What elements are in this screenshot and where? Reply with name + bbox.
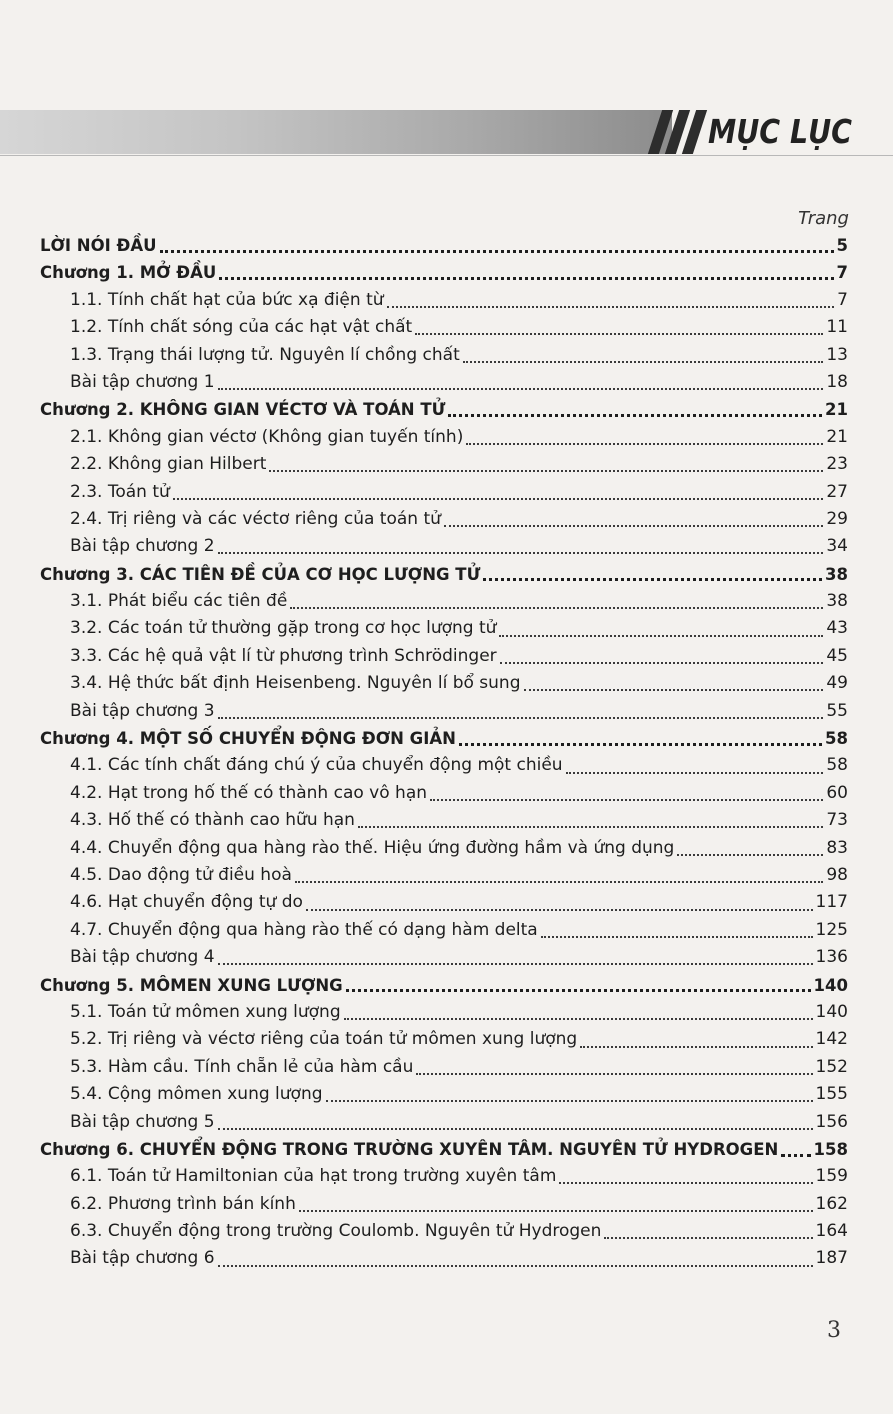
toc-section-row[interactable] <box>40 698 848 725</box>
toc-leader-dots <box>559 1181 812 1184</box>
toc-leader-dots <box>524 688 824 691</box>
toc-entry-page: 159 <box>815 1166 848 1187</box>
toc-section-row[interactable] <box>40 615 848 642</box>
toc-section-row[interactable] <box>40 479 848 506</box>
toc-leader-dots <box>173 497 824 500</box>
toc-leader-dots <box>218 387 824 390</box>
toc-entry-page: 73 <box>826 810 848 831</box>
header-divider <box>0 155 893 156</box>
toc-entry-page: 187 <box>815 1248 848 1269</box>
toc-section-row[interactable] <box>40 533 848 560</box>
toc-section-row[interactable] <box>40 670 848 697</box>
toc-entry-title: 6.3. Chuyển động trong trường Coulomb. Nguyên tử Hydrogen <box>70 1221 602 1242</box>
toc-chapter-row[interactable] <box>40 972 848 999</box>
toc-entry-title: Chương 1. MỞ ĐẦU <box>40 263 217 283</box>
toc-entry-page: 136 <box>815 947 848 968</box>
toc-entry-page: 38 <box>825 564 848 584</box>
toc-section-row[interactable] <box>40 588 848 615</box>
toc-entry-title: 4.2. Hạt trong hố thế có thành cao vô hạn <box>70 782 428 803</box>
toc-section-row[interactable] <box>40 889 848 916</box>
toc-section-row[interactable] <box>40 780 848 807</box>
toc-entry-page: 34 <box>826 536 848 557</box>
toc-entry-title: Chương 3. CÁC TIÊN ĐỀ CỦA CƠ HỌC LƯỢNG TỬ <box>40 564 481 584</box>
toc-entry-page: 27 <box>826 481 848 502</box>
toc-entry-page: 125 <box>815 919 848 940</box>
toc-leader-dots <box>541 935 813 938</box>
toc-entry-title: 1.3. Trạng thái lượng tử. Nguyên lí chồng chất <box>70 344 460 365</box>
toc-entry-title: 6.1. Toán tử Hamiltonian của hạt trong trường xuyên tâm <box>70 1166 557 1187</box>
toc-leader-dots <box>387 305 835 308</box>
toc-entry-page: 21 <box>825 400 848 420</box>
toc-entry-page: 117 <box>815 892 848 913</box>
toc-entry-title: 2.2. Không gian Hilbert <box>70 454 267 475</box>
page-column-label: Trang <box>798 208 849 229</box>
toc-entry-title: 4.4. Chuyển động qua hàng rào thế. Hiệu ứng đường hầm và ứng dụng <box>70 837 675 858</box>
toc-chapter-row[interactable] <box>40 1136 848 1163</box>
toc-section-row[interactable] <box>40 1191 848 1218</box>
toc-section-row[interactable] <box>40 1163 848 1190</box>
toc-entry-page: 7 <box>837 289 848 310</box>
page-number: 3 <box>827 1318 841 1343</box>
toc-entry-title: Chương 6. CHUYỂN ĐỘNG TRONG TRƯỜNG XUYÊN TÂM. NGUYÊN TỬ HYDROGEN <box>40 1139 779 1159</box>
toc-entry-title: 2.1. Không gian véctơ (Không gian tuyến tính) <box>70 426 464 447</box>
toc-entry-page: 156 <box>815 1111 848 1132</box>
toc-chapter-row[interactable] <box>40 396 848 423</box>
toc-entry-page: 60 <box>826 782 848 803</box>
toc-leader-dots <box>466 442 823 445</box>
toc-entry-title: 3.3. Các hệ quả vật lí từ phương trình Schrödinger <box>70 645 497 666</box>
toc-entry-title: 2.3. Toán tử <box>70 481 170 502</box>
toc-entry-page: 83 <box>826 837 848 858</box>
toc-entry-title: 5.3. Hàm cầu. Tính chẵn lẻ của hàm cầu <box>70 1056 414 1077</box>
toc-entry-page: 140 <box>813 975 848 995</box>
toc-leader-dots <box>219 276 833 280</box>
toc-entry-page: 21 <box>826 426 848 447</box>
toc-entry-title: 5.2. Trị riêng và véctơ riêng của toán tử mômen xung lượng <box>70 1029 578 1050</box>
toc-section-row[interactable] <box>40 342 848 369</box>
toc-section-row[interactable] <box>40 999 848 1026</box>
toc-section-row[interactable] <box>40 917 848 944</box>
toc-entry-page: 55 <box>826 700 848 721</box>
toc-leader-dots <box>218 716 824 719</box>
toc-entry-title: 4.6. Hạt chuyển động tự do <box>70 892 303 913</box>
toc-entry-title: Bài tập chương 4 <box>70 947 215 968</box>
toc-leader-dots <box>218 1264 813 1267</box>
toc-entry-title: 4.5. Dao động tử điều hoà <box>70 864 292 885</box>
toc-leader-dots <box>218 1127 813 1130</box>
toc-section-row[interactable] <box>40 287 848 314</box>
toc-section-row[interactable] <box>40 944 848 971</box>
toc-section-row[interactable] <box>40 506 848 533</box>
toc-entry-title: Bài tập chương 1 <box>70 371 215 392</box>
toc-leader-dots <box>781 1153 810 1157</box>
toc-entry-page: 98 <box>826 864 848 885</box>
toc-entry-title: 1.1. Tính chất hạt của bức xạ điện từ <box>70 289 384 310</box>
toc-entry-page: 11 <box>826 317 848 338</box>
toc-entry-page: 142 <box>815 1029 848 1050</box>
toc-leader-dots <box>269 469 823 472</box>
toc-leader-dots <box>218 962 813 965</box>
table-of-contents <box>40 232 848 1273</box>
toc-leader-dots <box>604 1236 812 1239</box>
toc-section-row[interactable] <box>40 451 848 478</box>
toc-section-row[interactable] <box>40 1109 848 1136</box>
toc-entry-title: Chương 2. KHÔNG GIAN VÉCTƠ VÀ TOÁN TỬ <box>40 400 446 420</box>
toc-entry-page: 5 <box>836 236 848 255</box>
toc-entry-page: 58 <box>826 755 848 776</box>
toc-leader-dots <box>416 1072 812 1075</box>
toc-leader-dots <box>580 1045 812 1048</box>
toc-entry-page: 152 <box>815 1056 848 1077</box>
toc-leader-dots <box>459 742 822 746</box>
toc-entry-page: 155 <box>815 1084 848 1105</box>
toc-entry-page: 18 <box>826 371 848 392</box>
toc-entry-page: 140 <box>815 1001 848 1022</box>
toc-chapter-row[interactable] <box>40 725 848 752</box>
toc-entry-page: 38 <box>826 591 848 612</box>
toc-section-row[interactable] <box>40 1054 848 1081</box>
toc-entry-title: 5.4. Cộng mômen xung lượng <box>70 1084 323 1105</box>
toc-section-row[interactable] <box>40 643 848 670</box>
toc-entry-title: Chương 4. MỘT SỐ CHUYỂN ĐỘNG ĐƠN GIẢN <box>40 729 456 749</box>
toc-entry-page: 158 <box>813 1139 848 1159</box>
toc-leader-dots <box>448 413 822 417</box>
toc-leader-dots <box>415 332 823 335</box>
toc-entry-title: Bài tập chương 3 <box>70 700 215 721</box>
toc-entry-page: 29 <box>826 508 848 529</box>
toc-entry-title: 2.4. Trị riêng và các véctơ riêng của toán tử <box>70 508 441 529</box>
toc-chapter-row[interactable] <box>40 561 848 588</box>
toc-chapter-row[interactable] <box>40 259 848 286</box>
toc-leader-dots <box>299 1209 813 1212</box>
toc-section-row[interactable] <box>40 835 848 862</box>
toc-leader-dots <box>344 1017 813 1020</box>
toc-entry-title: 3.4. Hệ thức bất định Heisenbeng. Nguyên lí bổ sung <box>70 673 521 694</box>
toc-entry-page: 7 <box>836 263 848 283</box>
toc-entry-title: 3.1. Phát biểu các tiên đề <box>70 591 288 612</box>
toc-leader-dots <box>358 825 823 828</box>
toc-leader-dots <box>444 524 823 527</box>
toc-entry-title: 4.3. Hố thế có thành cao hữu hạn <box>70 810 355 831</box>
toc-section-row[interactable] <box>40 369 848 396</box>
toc-leader-dots <box>326 1099 813 1102</box>
toc-entry-page: 164 <box>815 1221 848 1242</box>
toc-leader-dots <box>483 577 822 581</box>
toc-entry-title: 1.2. Tính chất sóng của các hạt vật chất <box>70 317 413 338</box>
toc-entry-page: 58 <box>825 729 848 749</box>
toc-leader-dots <box>499 634 823 637</box>
toc-entry-title: 3.2. Các toán tử thường gặp trong cơ học lượng tử <box>70 618 497 639</box>
toc-section-row[interactable] <box>40 1245 848 1272</box>
header-bar <box>0 110 672 154</box>
toc-leader-dots <box>290 606 823 609</box>
toc-entry-title: 4.7. Chuyển động qua hàng rào thế có dạng hàm delta <box>70 919 538 940</box>
toc-section-row[interactable] <box>40 1026 848 1053</box>
toc-entry-page: 13 <box>826 344 848 365</box>
toc-entry-title: Bài tập chương 5 <box>70 1111 215 1132</box>
toc-leader-dots <box>346 988 811 992</box>
toc-entry-title: 5.1. Toán tử mômen xung lượng <box>70 1001 341 1022</box>
toc-entry-page: 49 <box>826 673 848 694</box>
toc-leader-dots <box>295 880 823 883</box>
toc-section-row[interactable] <box>40 424 848 451</box>
toc-entry-title: 4.1. Các tính chất đáng chú ý của chuyển động một chiều <box>70 755 563 776</box>
toc-entry-page: 45 <box>826 645 848 666</box>
toc-entry-title: Bài tập chương 6 <box>70 1248 215 1269</box>
toc-entry-title: Bài tập chương 2 <box>70 536 215 557</box>
toc-leader-dots <box>218 551 824 554</box>
toc-entry-page: 23 <box>826 454 848 475</box>
toc-chapter-row[interactable] <box>40 232 848 259</box>
toc-section-row[interactable] <box>40 1081 848 1108</box>
toc-leader-dots <box>306 908 813 911</box>
toc-section-row[interactable] <box>40 862 848 889</box>
toc-section-row[interactable] <box>40 807 848 834</box>
toc-leader-dots <box>463 360 824 363</box>
toc-section-row[interactable] <box>40 314 848 341</box>
toc-entry-page: 162 <box>815 1193 848 1214</box>
toc-leader-dots <box>500 661 824 664</box>
toc-entry-title: 6.2. Phương trình bán kính <box>70 1193 296 1214</box>
toc-leader-dots <box>566 771 824 774</box>
page-title: MỤC LỤC <box>708 112 852 151</box>
toc-entry-page: 43 <box>826 618 848 639</box>
toc-leader-dots <box>430 798 823 801</box>
toc-section-row[interactable] <box>40 1218 848 1245</box>
toc-entry-title: LỜI NÓI ĐẦU <box>40 236 157 255</box>
toc-section-row[interactable] <box>40 752 848 779</box>
toc-entry-title: Chương 5. MÔMEN XUNG LƯỢNG <box>40 975 343 995</box>
toc-leader-dots <box>160 249 834 253</box>
toc-leader-dots <box>677 853 823 856</box>
